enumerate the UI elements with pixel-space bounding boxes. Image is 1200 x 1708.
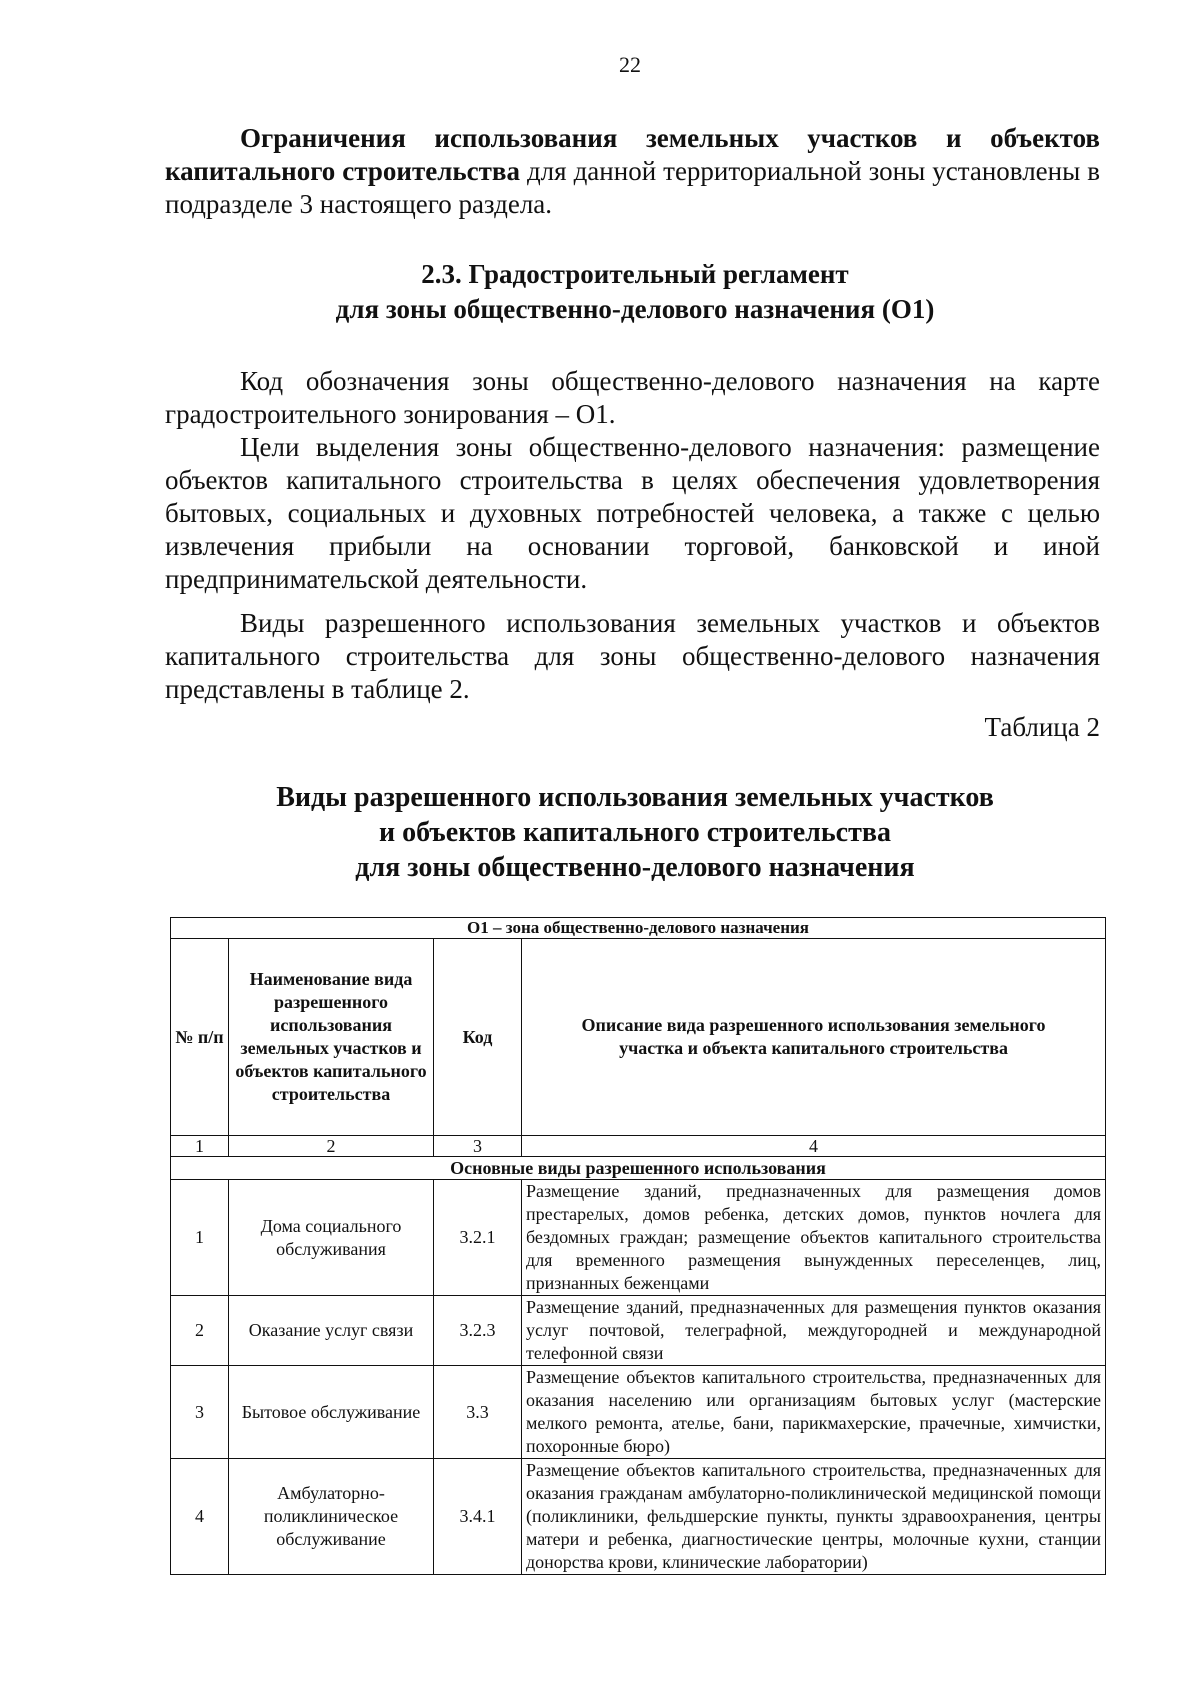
table-row bbox=[171, 1459, 1106, 1575]
table-title-line-3: для зоны общественно-делового назначения bbox=[355, 852, 915, 883]
row-description: Размещение зданий, предназначенных для размещения пунктов оказания услуг почтовой, телеграфной, междугородней и международной телефонной связи bbox=[522, 1296, 1106, 1366]
table-row bbox=[171, 1366, 1106, 1459]
table-title bbox=[160, 780, 1110, 885]
section-main-uses: Основные виды разрешенного использования bbox=[171, 1157, 1106, 1180]
section-heading-line-1: 2.3. Градостроительный регламент bbox=[421, 259, 849, 289]
col-header-num: № п/п bbox=[171, 939, 229, 1136]
section-heading bbox=[160, 257, 1110, 327]
col-number: 2 bbox=[229, 1136, 434, 1157]
intro-bold-text: Ограничения использования земельных участков и объектов капитального строительства bbox=[165, 123, 1100, 186]
page-number: 22 bbox=[619, 52, 641, 77]
col-number: 4 bbox=[522, 1136, 1106, 1157]
col-number: 1 bbox=[171, 1136, 229, 1157]
col-header-code: Код bbox=[434, 939, 522, 1136]
row-number: 1 bbox=[171, 1180, 229, 1296]
section-row bbox=[171, 1157, 1106, 1180]
zone-goals-paragraph: Цели выделения зоны общественно-делового назначения: размещение объектов капитального строительства в целях обеспечения удовлетворения бытовых, социальных и духовных потребностей человека, а также с целью извлечения прибыли на основании торговой, банковской и иной предпринимательской деятельности. bbox=[165, 432, 1100, 594]
row-code: 3.4.1 bbox=[434, 1459, 522, 1575]
row-code: 3.2.3 bbox=[434, 1296, 522, 1366]
row-name: Амбулаторно-поликлиническое обслуживание bbox=[229, 1459, 434, 1575]
row-description: Размещение зданий, предназначенных для размещения домов престарелых, домов ребенка, детских домов, пунктов ночлега для бездомных граждан; размещение объектов капитального строительства для временного размещения вынужденных переселенцев, лиц, признанных беженцами bbox=[522, 1180, 1106, 1296]
intro-rest-text: для данной территориальной зоны установлены в подразделе 3 настоящего раздела. bbox=[165, 156, 1100, 219]
table-title-line-2: и объектов капитального строительства bbox=[379, 817, 891, 848]
table-title-line-1: Виды разрешенного использования земельных участков bbox=[276, 782, 994, 813]
row-name: Дома социального обслуживания bbox=[229, 1180, 434, 1296]
row-code: 3.3 bbox=[434, 1366, 522, 1459]
column-header-row bbox=[171, 939, 1106, 1136]
row-description: Размещение объектов капитального строительства, предназначенных для оказания гражданам амбулаторно-поликлинической медицинской помощи (поликлиники, фельдшерские пункты, пункты здравоохранения, центры матери и ребенка, диагностические центры, молочные кухни, станции донорства крови, клинические лаборатории) bbox=[522, 1459, 1106, 1575]
section-heading-line-2: для зоны общественно-делового назначения (О1) bbox=[335, 294, 935, 324]
col-number: 3 bbox=[434, 1136, 522, 1157]
row-number: 2 bbox=[171, 1296, 229, 1366]
row-number: 3 bbox=[171, 1366, 229, 1459]
permitted-uses-paragraph: Виды разрешенного использования земельных участков и объектов капитального строительства для зоны общественно-делового назначения представлены в таблице 2. bbox=[165, 608, 1100, 704]
table-label: Таблица 2 bbox=[984, 712, 1100, 742]
row-name: Бытовое обслуживание bbox=[229, 1366, 434, 1459]
row-code: 3.2.1 bbox=[434, 1180, 522, 1296]
col-header-name: Наименование вида разрешенного использования земельных участков и объектов капитального строительства bbox=[229, 939, 434, 1136]
zone-code-paragraph: Код обозначения зоны общественно-делового назначения на карте градостроительного зонирования – О1. bbox=[165, 366, 1100, 429]
row-name: Оказание услуг связи bbox=[229, 1296, 434, 1366]
permitted-uses-table bbox=[170, 917, 1106, 1575]
column-number-row bbox=[171, 1136, 1106, 1157]
col-header-desc: Описание вида разрешенного использования земельного участка и объекта капитального строительства bbox=[522, 939, 1106, 1136]
intro-paragraph bbox=[165, 122, 1100, 221]
row-number: 4 bbox=[171, 1459, 229, 1575]
zone-header-row bbox=[171, 918, 1106, 939]
zone-header: О1 – зона общественно-делового назначения bbox=[171, 918, 1106, 939]
table-row bbox=[171, 1180, 1106, 1296]
row-description: Размещение объектов капитального строительства, предназначенных для оказания населению или организациям бытовых услуг (мастерские мелкого ремонта, ателье, бани, парикмахерские, прачечные, химчистки, похоронные бюро) bbox=[522, 1366, 1106, 1459]
table-row bbox=[171, 1296, 1106, 1366]
